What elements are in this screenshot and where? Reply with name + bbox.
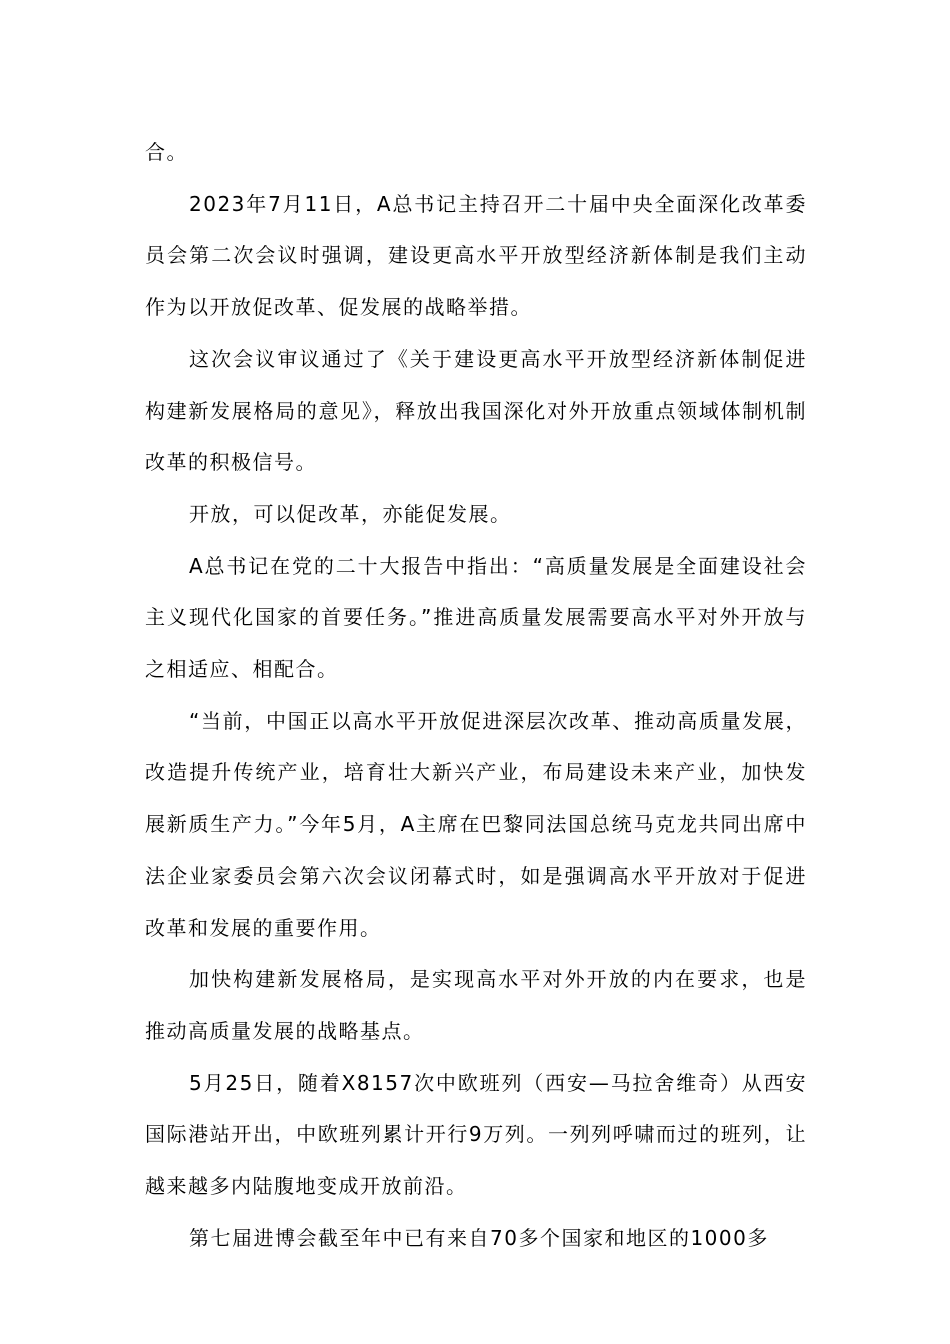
paragraph: 加快构建新发展格局，是实现高水平对外开放的内在要求，也是推动高质量发展的战略基点。 xyxy=(145,967,807,1043)
paragraph: 这次会议审议通过了《关于建设更高水平开放型经济新体制促进构建新发展格局的意见》，释放出我国深化对外开放重点领域体制机制改革的积极信号。 xyxy=(145,346,807,475)
paragraph-continuation: 合。 xyxy=(145,140,188,164)
paragraph: A总书记在党的二十大报告中指出：“高质量发展是全面建设社会主义现代化国家的首要任务。”推进高质量发展需要高水平对外开放与之相适应、相配合。 xyxy=(145,553,807,682)
paragraph: 2023年7月11日，A总书记主持召开二十届中央全面深化改革委员会第二次会议时强调，建设更高水平开放型经济新体制是我们主动作为以开放促改革、促发展的战略举措。 xyxy=(145,191,807,320)
paragraph: 第七届进博会截至年中已有来自70多个国家和地区的1000多 xyxy=(189,1225,769,1250)
paragraph: 5月25日，随着X8157次中欧班列（西安—马拉舍维奇）从西安国际港站开出，中欧班列累计开行9万列。一列列呼啸而过的班列，让越来越多内陆腹地变成开放前沿。 xyxy=(145,1070,807,1199)
paragraph: 开放，可以促改革，亦能促发展。 xyxy=(189,501,512,526)
paragraph: “当前，中国正以高水平开放促进深层次改革、推动高质量发展，改造提升传统产业，培育壮大新兴产业，布局建设未来产业，加快发展新质生产力。”今年5月，A主席在巴黎同法国总统马克龙共同出席中法企业家委员会第六次会议闭幕式时，如是强调高水平开放对于促进改革和发展的重要作用。 xyxy=(145,708,807,940)
document-body xyxy=(145,127,807,1264)
